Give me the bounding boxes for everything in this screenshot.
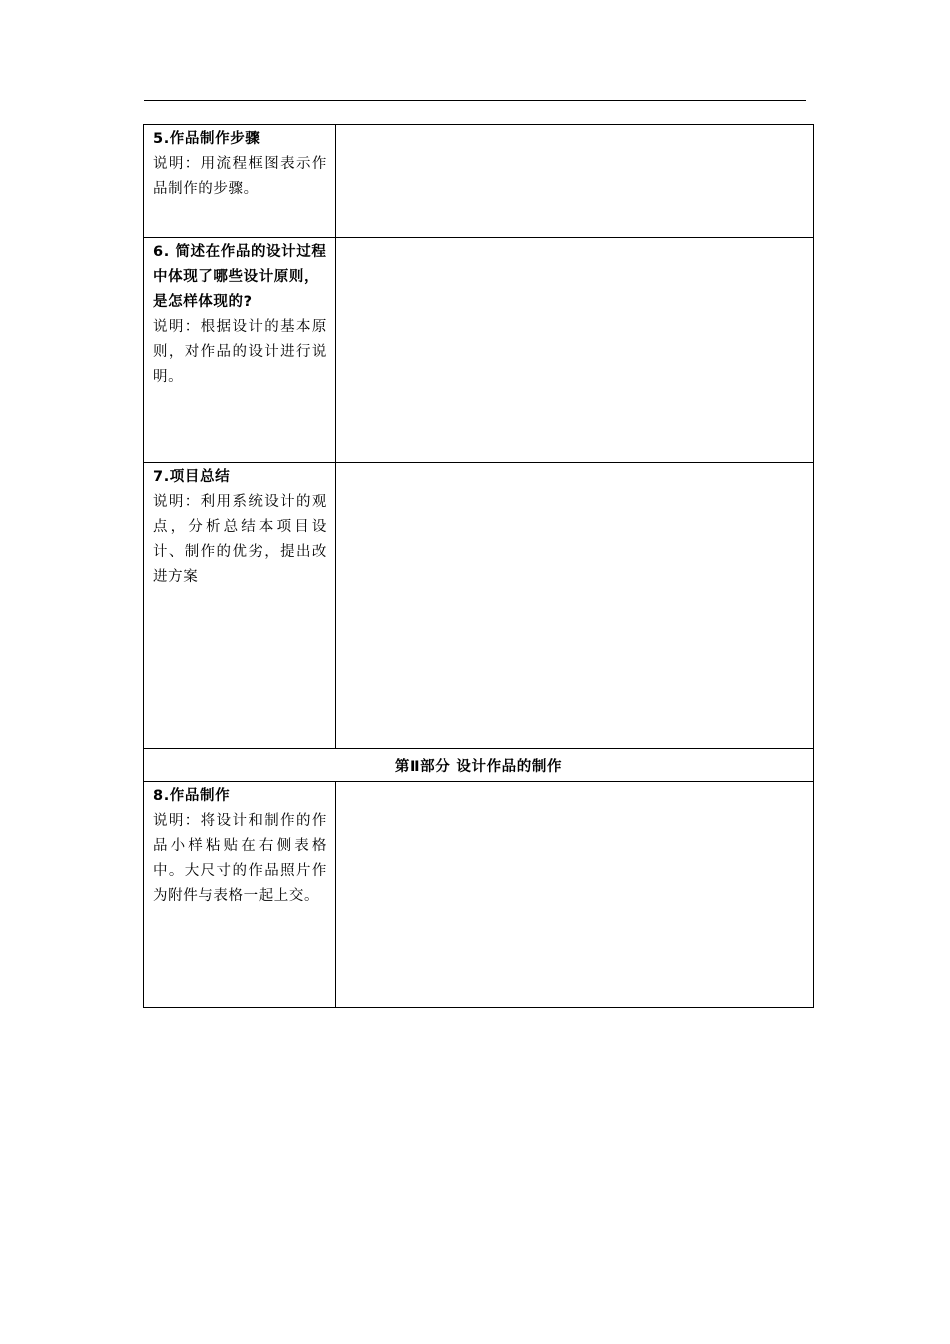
- label-cell-steps: [144, 125, 336, 238]
- section-header-row: [144, 749, 814, 782]
- label-cell-production: [144, 782, 336, 1008]
- row-description: 说明：根据设计的基本原则，对作品的设计进行说明。: [153, 319, 327, 385]
- table-row-step8: [144, 782, 814, 1008]
- table-row-step6: [144, 238, 814, 463]
- table-row-step5: [144, 125, 814, 238]
- row-title: 8.作品制作: [153, 788, 231, 804]
- label-cell-principles: [144, 238, 336, 463]
- section-header: [144, 749, 814, 782]
- row-description: 说明：利用系统设计的观点，分析总结本项目设计、制作的优劣，提出改进方案: [153, 494, 327, 585]
- row-title: 7.项目总结: [153, 469, 231, 485]
- row-title: 5.作品制作步骤: [153, 131, 261, 147]
- section-part-label: 第Ⅱ部分: [394, 758, 451, 775]
- answer-cell-principles[interactable]: [336, 238, 814, 463]
- answer-cell-steps[interactable]: [336, 125, 814, 238]
- row-title: 6. 简述在作品的设计过程中体现了哪些设计原则，是怎样体现的?: [153, 244, 327, 310]
- table-row-step7: [144, 463, 814, 749]
- row-description: 说明：将设计和制作的作品小样粘贴在右侧表格中。大尺寸的作品照片作为附件与表格一起上交。: [153, 813, 327, 904]
- label-cell-summary: [144, 463, 336, 749]
- header-rule: [144, 100, 806, 101]
- answer-cell-production[interactable]: [336, 782, 814, 1008]
- answer-cell-summary[interactable]: [336, 463, 814, 749]
- row-description: 说明：用流程框图表示作品制作的步骤。: [153, 156, 327, 197]
- section-title: 设计作品的制作: [456, 758, 563, 775]
- project-form-table: [143, 124, 814, 1008]
